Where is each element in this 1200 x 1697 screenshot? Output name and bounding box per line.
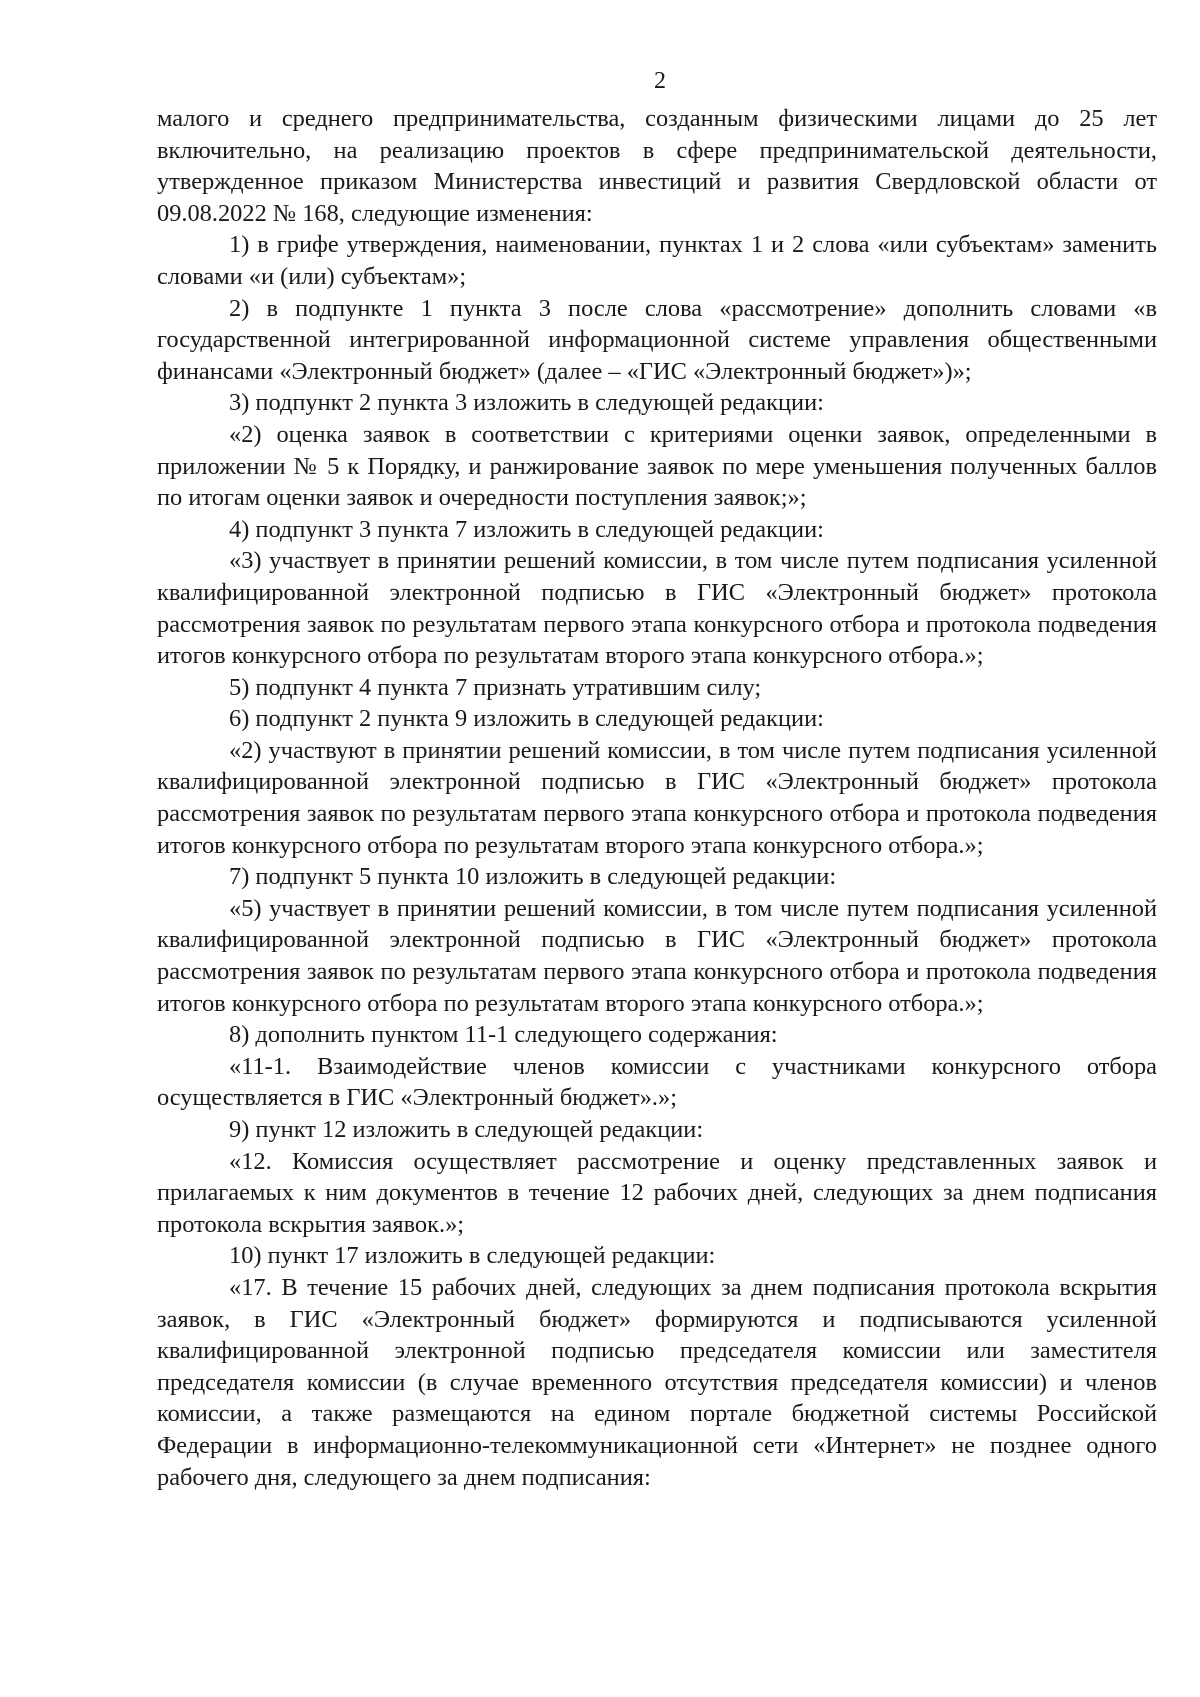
paragraph: «11-1. Взаимодействие членов комиссии с участниками конкурсного отбора осуществляется в ГИС «Электронный бюджет».»; <box>157 1052 1157 1112</box>
paragraph: 7) подпункт 5 пункта 10 изложить в следующей редакции: <box>229 863 837 891</box>
document-body <box>157 103 1157 1493</box>
paragraph: 10) пункт 17 изложить в следующей редакции: <box>229 1242 716 1270</box>
page-number: 2 <box>654 68 666 94</box>
paragraph: 9) пункт 12 изложить в следующей редакции: <box>229 1116 704 1143</box>
paragraph: 6) подпункт 2 пункта 9 изложить в следующей редакции: <box>229 705 824 733</box>
paragraph: 1) в грифе утверждения, наименовании, пунктах 1 и 2 слова «или субъектам» заменить словами «и (или) субъектам»; <box>157 231 1157 290</box>
paragraph: «2) участвуют в принятии решений комиссии, в том числе путем подписания усиленной квалифицированной электронной подписью в ГИС «Электронный бюджет» протокола рассмотрения заявок по результатам первого этапа конкурсного отбора и протокола подведения итогов конкурсного отбора по результатам второго этапа конкурсного отбора.»; <box>157 736 1157 859</box>
paragraph: «12. Комиссия осуществляет рассмотрение и оценку представленных заявок и прилагаемых к ним документов в течение 12 рабочих дней, следующих за днем подписания протокола вскрытия заявок.»; <box>157 1147 1157 1238</box>
paragraph: «5) участвует в принятии решений комиссии, в том числе путем подписания усиленной квалифицированной электронной подписью в ГИС «Электронный бюджет» протокола рассмотрения заявок по результатам первого этапа конкурсного отбора и протокола подведения итогов конкурсного отбора по результатам второго этапа конкурсного отбора.»; <box>157 894 1157 1017</box>
paragraph: 4) подпункт 3 пункта 7 изложить в следующей редакции: <box>229 515 824 543</box>
paragraph: 3) подпункт 2 пункта 3 изложить в следующей редакции: <box>229 389 824 417</box>
paragraph: «2) оценка заявок в соответствии с критериями оценки заявок, определенными в приложении № 5 к Порядку, и ранжирование заявок по мере уменьшения полученных баллов по итогам оценки заявок и очередности поступления заявок;»; <box>157 420 1157 512</box>
paragraph: 2) в подпункте 1 пункта 3 после слова «рассмотрение» дополнить словами «в государственной интегрированной информационной системе управления общественными финансами «Электронный бюджет» (далее – «ГИС «Электронный бюджет»)»; <box>157 294 1157 385</box>
paragraph: «17. В течение 15 рабочих дней, следующих за днем подписания протокола вскрытия заявок, в ГИС «Электронный бюджет» формируются и подписываются усиленной квалифицированной электронной подписью председателя комиссии или заместителя председателя комиссии (в случае временного отсутствия председателя комиссии) и членов комиссии, а также размещаются на едином портале бюджетной системы Российской Федерации в информационно-телекоммуникационной сети «Интернет» не позднее одного рабочего дня, следующего за днем подписания: <box>157 1273 1157 1491</box>
paragraph: «3) участвует в принятии решений комиссии, в том числе путем подписания усиленной квалифицированной электронной подписью в ГИС «Электронный бюджет» протокола рассмотрения заявок по результатам первого этапа конкурсного отбора и протокола подведения итогов конкурсного отбора по результатам второго этапа конкурсного отбора.»; <box>157 547 1157 670</box>
paragraph: малого и среднего предпринимательства, созданным физическими лицами до 25 лет включительно, на реализацию проектов в сфере предпринимательской деятельности, утвержденное приказом Министерства инвестиций и развития Свердловской области от 09.08.2022 № 168, следующие изменения: <box>157 105 1157 227</box>
paragraph: 5) подпункт 4 пункта 7 признать утратившим силу; <box>229 673 762 701</box>
paragraph: 8) дополнить пунктом 11-1 следующего содержания: <box>229 1021 778 1049</box>
